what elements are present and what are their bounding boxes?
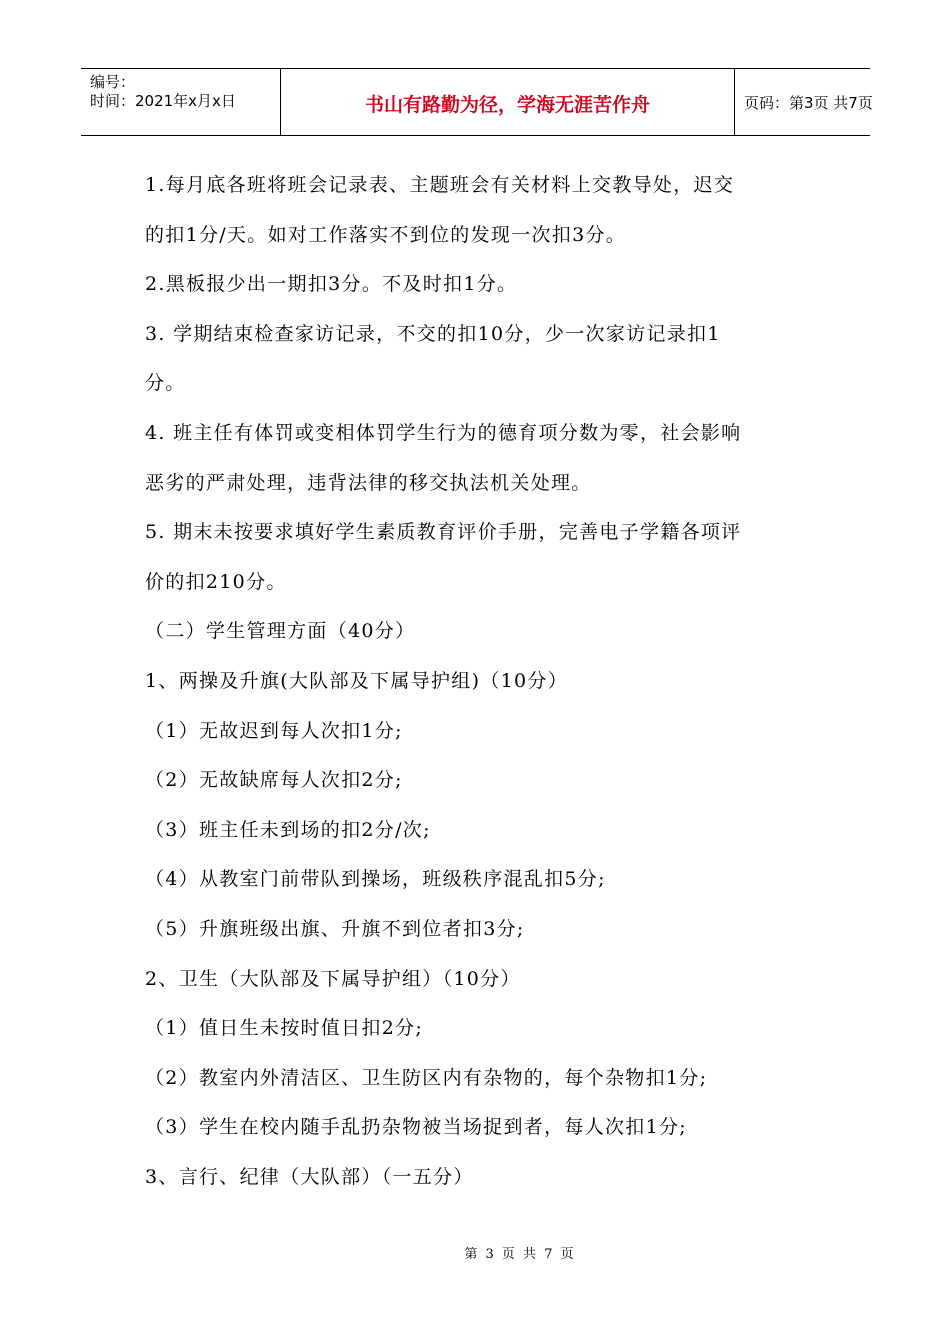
list-item: （5）升旗班级出旗、升旗不到位者扣3分; — [145, 917, 525, 940]
document-time-label: 时间：2021年x月x日 — [90, 92, 236, 110]
list-item: （3）班主任未到场的扣2分/次; — [145, 818, 431, 841]
document-number-label: 编号： — [90, 73, 136, 91]
list-item: （1）值日生未按时值日扣2分; — [145, 1017, 424, 1040]
page-footer: 第 3 页 共 7 页 — [464, 1247, 576, 1262]
header-motto-cell — [280, 69, 735, 135]
list-item: （4）从教室门前带队到操场，班级秩序混乱扣5分; — [145, 868, 606, 891]
body-line: 价的扣210分。 — [145, 570, 287, 593]
subsection-heading: 1、两操及升旗(大队部及下属导护组)（10分） — [145, 669, 568, 692]
header-page-cell — [735, 69, 873, 135]
section-heading: （二）学生管理方面（40分） — [145, 620, 416, 643]
body-line: 2.黑板报少出一期扣3分。不及时扣1分。 — [145, 273, 518, 296]
header-meta-cell — [81, 69, 280, 135]
body-line: 的扣1分/天。如对工作落实不到位的发现一次扣3分。 — [145, 223, 627, 246]
page-header — [81, 68, 873, 136]
body-line: 分。 — [145, 372, 186, 395]
body-line: 4. 班主任有体罚或变相体罚学生行为的德育项分数为零，社会影响 — [145, 421, 742, 444]
document-body — [145, 167, 815, 1208]
body-line: 5. 期末未按要求填好学生素质教育评价手册，完善电子学籍各项评 — [145, 521, 742, 544]
header-page-info: 页码：第3页 共7页 — [744, 94, 873, 112]
list-item: （2）教室内外清洁区、卫生防区内有杂物的，每个杂物扣1分; — [145, 1066, 708, 1089]
body-line: 1.每月底各班将班会记录表、主题班会有关材料上交教导处，迟交 — [145, 174, 735, 196]
subsection-heading: 3、言行、纪律（大队部）（一五分） — [145, 1165, 474, 1188]
list-item: （2）无故缺席每人次扣2分; — [145, 769, 403, 792]
list-item: （1）无故迟到每人次扣1分; — [145, 719, 403, 742]
list-item: （3）学生在校内随手乱扔杂物被当场捉到者，每人次扣1分; — [145, 1116, 687, 1139]
subsection-heading: 2、卫生（大队部及下属导护组）（10分） — [145, 967, 521, 990]
body-line: 3. 学期结束检查家访记录，不交的扣10分，少一次家访记录扣1 — [145, 322, 721, 345]
motto-text: 书山有路勤为径，学海无涯苦作舟 — [364, 94, 650, 116]
body-line: 恶劣的严肃处理，违背法律的移交执法机关处理。 — [145, 471, 592, 494]
